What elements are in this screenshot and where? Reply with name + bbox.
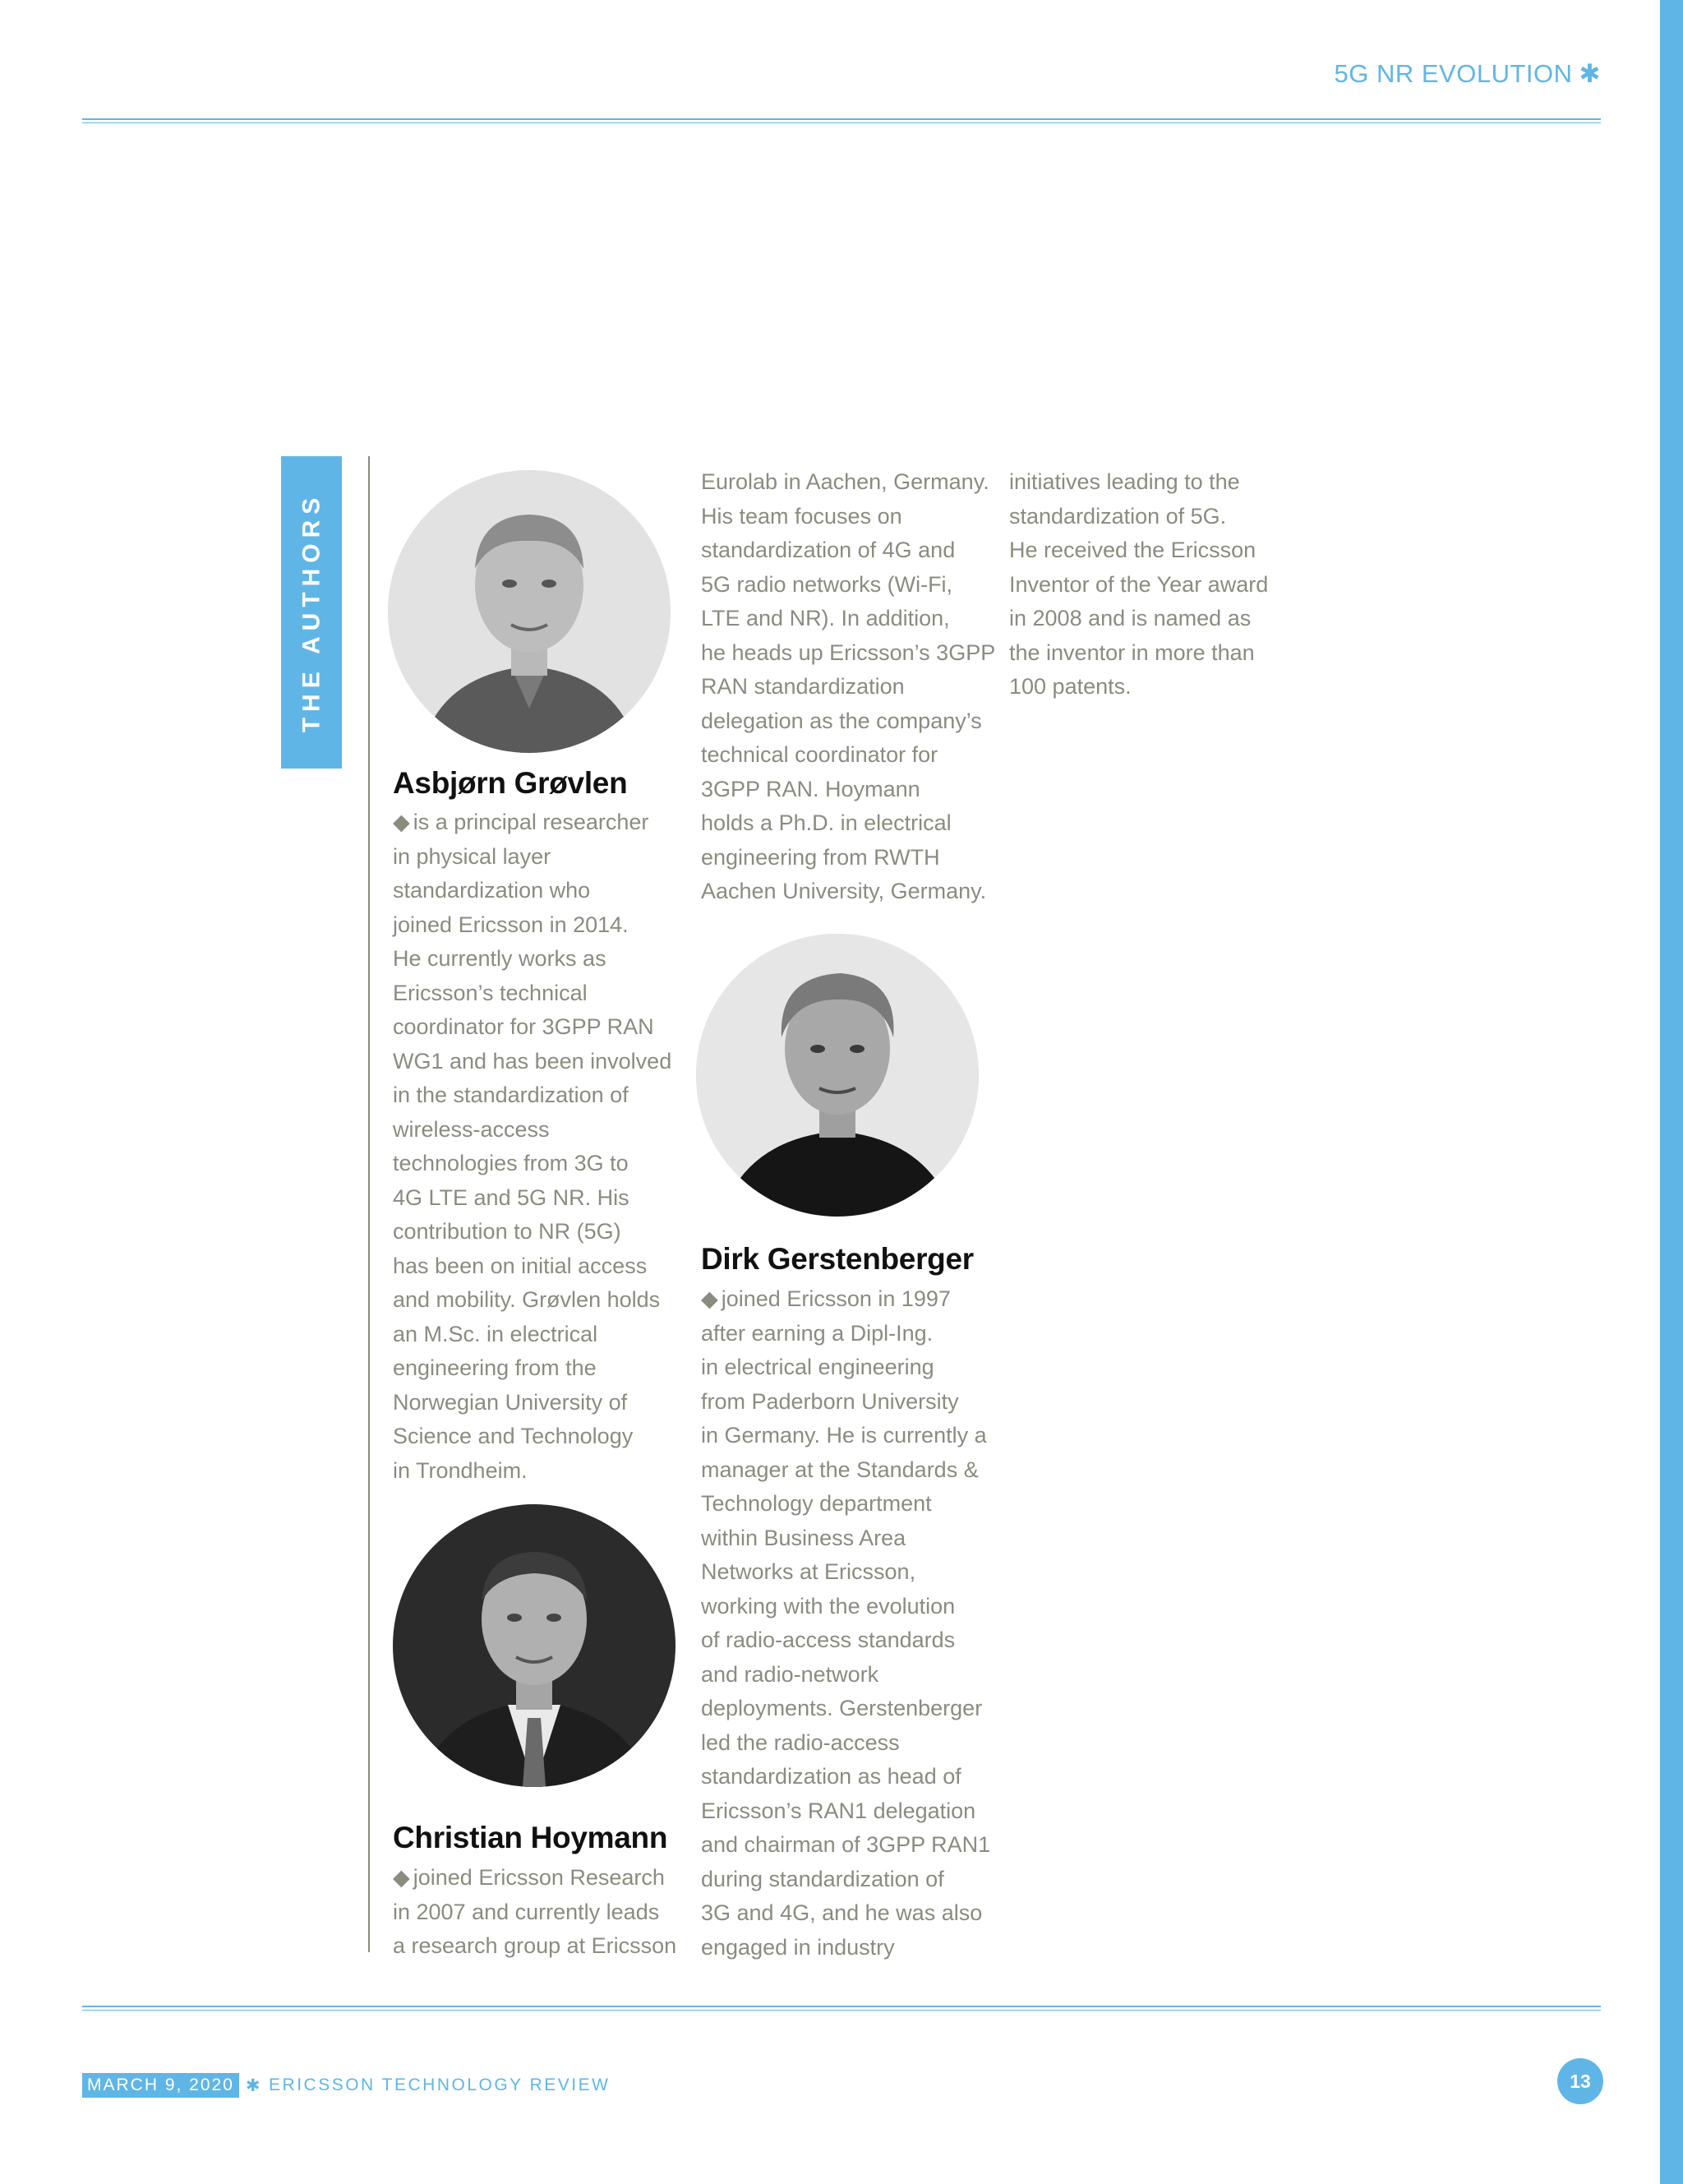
bio-line: Ericsson’s technical xyxy=(393,980,588,1005)
bio-line: in electrical engineering xyxy=(701,1355,934,1379)
author-name-hoymann: Christian Hoymann xyxy=(393,1821,668,1854)
star-icon: ✱ xyxy=(1579,59,1601,88)
bio-line: the inventor in more than xyxy=(1009,640,1255,665)
bio-line: in the standardization of xyxy=(393,1083,629,1107)
issue-date: MARCH 9, 2020 xyxy=(82,2073,239,2098)
bio-line: Networks at Ericsson, xyxy=(701,1559,916,1584)
bio-line: during standardization of xyxy=(701,1866,944,1891)
star-icon: ✱ xyxy=(245,2075,263,2095)
page-number: 13 xyxy=(1557,2058,1603,2104)
bio-line: RAN standardization xyxy=(701,674,905,699)
diamond-bullet-icon: ◆ xyxy=(393,810,410,834)
author-bio-gerstenberger-col2 xyxy=(701,1282,1007,1965)
author-photo-gerstenberger xyxy=(696,934,979,1217)
bio-line: He currently works as xyxy=(393,946,606,971)
bio-line: ◆ is a principal researcher xyxy=(393,810,649,834)
author-photo-grovlen xyxy=(388,470,671,753)
bio-line: has been on initial access xyxy=(393,1253,648,1278)
authors-tab-label: THE AUTHORS xyxy=(297,492,325,733)
bio-line: a research group at Ericsson xyxy=(393,1933,677,1958)
author-bio-grovlen xyxy=(393,806,699,1488)
bio-line: Science and Technology xyxy=(393,1424,634,1448)
bio-line: engaged in industry xyxy=(701,1934,895,1960)
bio-line: after earning a Dipl-Ing. xyxy=(701,1320,934,1346)
bio-line: Aachen University, Germany. xyxy=(701,879,987,903)
bio-line: of radio-access standards xyxy=(701,1628,956,1652)
bio-line: 100 patents. xyxy=(1009,674,1132,699)
author-bio-hoymann-col2 xyxy=(701,465,1007,909)
author-name-grovlen: Asbjørn Grøvlen xyxy=(393,766,628,800)
publication-name: ERICSSON TECHNOLOGY REVIEW xyxy=(269,2075,611,2094)
bio-line: and mobility. Grøvlen holds xyxy=(393,1287,661,1312)
author-name-gerstenberger: Dirk Gerstenberger xyxy=(701,1242,974,1276)
bio-line: in Germany. He is currently a xyxy=(701,1423,987,1448)
bio-line: 3G and 4G, and he was also xyxy=(701,1900,983,1925)
section-title: 5G NR EVOLUTION xyxy=(1334,59,1573,88)
bio-line: 4G LTE and 5G NR. His xyxy=(393,1184,629,1210)
bio-line: Eurolab in Aachen, Germany. xyxy=(701,469,989,494)
authors-sidebar-tab xyxy=(281,456,342,769)
bio-line: he heads up Ericsson’s 3GPP xyxy=(701,640,996,665)
bio-line: within Business Area xyxy=(701,1525,906,1550)
diamond-bullet-icon: ◆ xyxy=(393,1865,410,1890)
bio-line: deployments. Gerstenberger xyxy=(701,1696,983,1720)
bio-line: LTE and NR). In addition, xyxy=(701,606,950,630)
bio-line: and radio-network xyxy=(701,1661,879,1687)
bio-line: holds a Ph.D. in electrical xyxy=(701,810,952,835)
bio-line: from Paderborn University xyxy=(701,1388,959,1414)
bio-line: wireless-access xyxy=(393,1116,550,1142)
bio-line: initiatives leading to the xyxy=(1009,469,1240,494)
bio-line: 5G radio networks (Wi-Fi, xyxy=(701,571,953,597)
bio-line: ◆ joined Ericsson in 1997 xyxy=(701,1286,951,1311)
bio-line: technologies from 3G to xyxy=(393,1151,629,1175)
bio-line: engineering from the xyxy=(393,1355,597,1380)
top-divider xyxy=(82,118,1601,123)
bio-line: Inventor of the Year award xyxy=(1009,571,1269,597)
bio-line: technical coordinator for xyxy=(701,742,938,767)
bio-line: His team focuses on xyxy=(701,503,902,529)
author-photo-hoymann xyxy=(393,1504,676,1787)
bottom-divider xyxy=(82,2006,1601,2011)
author-bio-hoymann-col1 xyxy=(393,1861,699,1964)
bio-line: He received the Ericsson xyxy=(1009,538,1256,562)
bio-line: in 2007 and currently leads xyxy=(393,1899,660,1924)
bio-line: standardization of 5G. xyxy=(1009,503,1227,529)
bio-line: Ericsson’s RAN1 delegation xyxy=(701,1798,976,1823)
diamond-bullet-icon: ◆ xyxy=(701,1286,718,1311)
bio-line: standardization who xyxy=(393,878,591,903)
section-header xyxy=(1335,59,1601,89)
bio-line: in Trondheim. xyxy=(393,1457,528,1483)
bio-line: contribution to NR (5G) xyxy=(393,1219,621,1244)
bio-line: WG1 and has been involved xyxy=(393,1048,672,1074)
bio-line: delegation as the company’s xyxy=(701,708,982,733)
bio-line: standardization as head of xyxy=(701,1764,961,1789)
bio-line: in physical layer xyxy=(393,843,551,869)
bio-line: led the radio-access xyxy=(701,1729,900,1755)
bio-line: coordinator for 3GPP RAN xyxy=(393,1014,654,1039)
bio-line: ◆ joined Ericsson Research xyxy=(393,1865,665,1890)
right-accent-bar xyxy=(1660,0,1683,2184)
bio-line: engineering from RWTH xyxy=(701,844,940,870)
bio-line: manager at the Standards & xyxy=(701,1457,979,1482)
bio-line: 3GPP RAN. Hoymann xyxy=(701,776,920,801)
bio-line: in 2008 and is named as xyxy=(1009,606,1252,630)
bio-line: an M.Sc. in electrical xyxy=(393,1321,598,1346)
bio-line: and chairman of 3GPP RAN1 xyxy=(701,1832,991,1857)
bio-line: Norwegian University of xyxy=(393,1389,628,1415)
bio-line: joined Ericsson in 2014. xyxy=(393,912,629,937)
bio-line: standardization of 4G and xyxy=(701,538,956,562)
authors-vertical-rule xyxy=(368,456,370,1952)
page-footer xyxy=(82,2073,610,2098)
bio-line: Technology department xyxy=(701,1491,932,1516)
author-bio-gerstenberger-col3 xyxy=(1009,465,1315,704)
bio-line: working with the evolution xyxy=(701,1593,956,1618)
